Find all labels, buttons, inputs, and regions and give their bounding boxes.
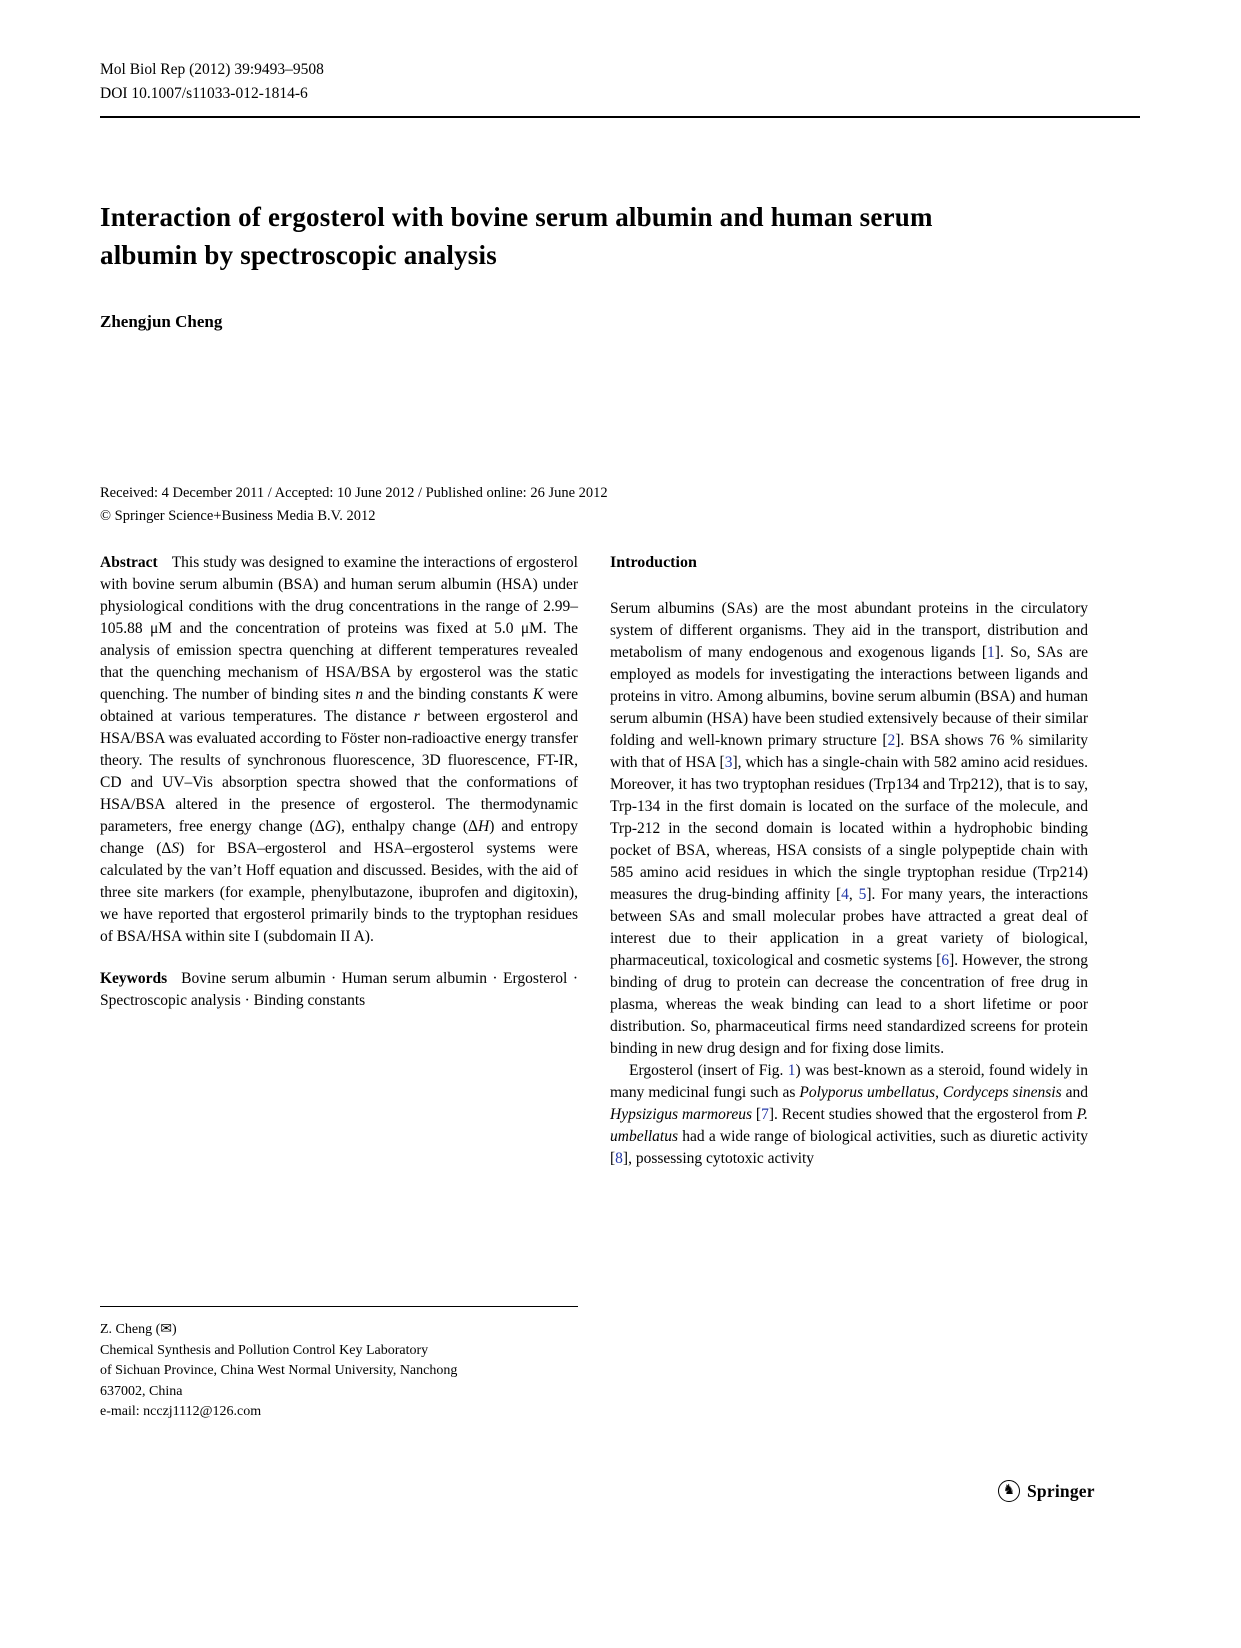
page-title: Interaction of ergosterol with bovine serum albumin and human serum albumin by spectroscopic analysis [100, 202, 933, 270]
text-segment: Cordyceps sinensis [942, 1084, 1062, 1101]
text-segment: , [935, 1084, 943, 1101]
text-segment: and [1061, 1084, 1088, 1101]
introduction-paragraph-2 [610, 1060, 1088, 1170]
citation-link[interactable]: 8 [615, 1150, 623, 1167]
text-segment: n [355, 686, 364, 703]
text-segment: and the binding constants [363, 686, 533, 703]
text-segment: [ [751, 1106, 762, 1123]
text-segment: ]. However, the strong binding of drug to protein can decrease the concentration of free drug in plasma, whereas the weak binding can lead to a short lifetime or poor distribution. So, pharmaceutical firms need standardized screens for protein binding in new drug design and for fixing dose limits. [610, 952, 1088, 1057]
received-accepted-line: Received: 4 December 2011 / Accepted: 10 June 2012 / Published online: 26 June 2012 [100, 485, 608, 501]
page-header [100, 58, 1140, 106]
text-segment: Hypsizigus marmoreus [610, 1106, 752, 1123]
keywords-paragraph [100, 968, 578, 1012]
citation-link[interactable]: 2 [887, 732, 896, 749]
text-segment: ], possessing cytotoxic activity [622, 1150, 815, 1167]
citation-link[interactable]: 1 [987, 644, 995, 661]
text-segment: K [532, 686, 544, 703]
springer-horse-icon: ♞ [998, 1480, 1020, 1502]
citation-link[interactable]: 6 [941, 952, 950, 969]
abstract-paragraph [100, 552, 578, 948]
left-column [100, 552, 578, 1012]
text-segment: had a wide range of biological activities, such as diuretic activity [ [610, 1128, 1088, 1167]
journal-reference: Mol Biol Rep (2012) 39:9493–9508 [100, 61, 324, 78]
text-segment: , [848, 886, 859, 903]
affiliation-line: 637002, China [100, 1383, 183, 1399]
text-segment: G [324, 818, 336, 835]
introduction-paragraph-1 [610, 598, 1088, 1060]
text-segment: ]. So, SAs are employed as models for investigating the interactions between ligands and proteins in vitro. Among albumins, bovine serum albumin (BSA) and human serum albumin (HSA) have been studied extensively because of their similar folding and well-known primary structure [ [610, 644, 1088, 749]
right-column [610, 552, 1088, 1170]
text-segment: ) for BSA–ergosterol and HSA–ergosterol systems were calculated by the van’t Hoff equation and discussed. Besides, with the aid of three site markers (for example, phenylbutazone, ibuprofen and digitoxin), we have reported that ergosterol primarily binds to the tryptophan residues of BSA/HSA within site I (subdomain II A). [100, 840, 578, 945]
text-segment: ) was best-known as a steroid, found widely in many medicinal fungi such as [610, 1062, 1088, 1101]
keywords-label: Keywords [100, 970, 168, 987]
text-segment: S [171, 840, 180, 857]
text-segment: Serum albumins (SAs) are the most abundant proteins in the circulatory system of different organisms. They aid in the transport, distribution and metabolism of many endogenous and exogenous ligands [ [610, 600, 1088, 661]
text-segment: ]. Recent studies showed that the ergosterol from [768, 1106, 1077, 1123]
keywords-text: Bovine serum albumin · Human serum albumin · Ergosterol · Spectroscopic analysis · Binding constants [100, 970, 578, 1009]
copyright-line: © Springer Science+Business Media B.V. 2012 [100, 508, 376, 524]
text-segment: H [478, 818, 490, 835]
header-divider [100, 116, 1140, 118]
text-segment: ]. For many years, the interactions between SAs and small molecular probes have attracted a great deal of interest due to their application in a great variety of biological, pharmaceutical, toxicological and cosmetic systems [ [610, 886, 1089, 969]
text-segment: ], which has a single-chain with 582 amino acid residues. Moreover, it has two tryptophan residues (Trp134 and Trp212), that is to say, Trp-134 in the first domain is located on the surface of the molecule, and Trp-212 in the second domain is located within a hydrophobic binding pocket of BSA, whereas, HSA consists of a single polypeptide chain with 585 amino acid residues in which the single tryptophan residue (Trp214) measures the drug-binding affinity [ [610, 754, 1088, 903]
abstract-text [100, 554, 578, 945]
footnote-divider [100, 1306, 578, 1307]
text-segment: ), enthalpy change (Δ [335, 818, 479, 835]
text-segment: were obtained at various temperatures. The distance [100, 686, 578, 725]
author-name: Zhengjun Cheng [100, 312, 223, 331]
text-segment: This study was designed to examine the interactions of ergosterol with bovine serum albumin (BSA) and human serum albumin (HSA) under physiological conditions with the drug concentrations in the range of 2.99–105.88 μM and the concentration of proteins was fixed at 5.0 μM. The analysis of emission spectra quenching at different temperatures revealed that the quenching mechanism of HSA/BSA by ergosterol was the static quenching. The number of binding sites [100, 554, 578, 703]
text-segment: P. umbellatus [610, 1106, 1088, 1145]
introduction-heading: Introduction [610, 554, 697, 571]
text-segment: r [413, 708, 420, 725]
citation-link[interactable]: 5 [858, 886, 867, 903]
citation-link[interactable]: 4 [841, 886, 849, 903]
abstract-label: Abstract [100, 554, 158, 571]
text-segment: ]. BSA shows 76 % similarity with that of HSA [ [610, 732, 1089, 771]
email-line: e-mail: ncczj1112@126.com [100, 1404, 262, 1419]
citation-link[interactable]: 1 [787, 1062, 796, 1079]
correspondence-footnote [100, 1320, 578, 1423]
text-segment: ) and entropy change (Δ [100, 818, 578, 857]
text-segment: Polyporus umbellatus [799, 1084, 936, 1101]
affiliation-line: of Sichuan Province, China West Normal University, Nanchong [100, 1363, 458, 1378]
text-segment: Ergosterol (insert of Fig. [629, 1062, 788, 1079]
citation-link[interactable]: 7 [761, 1106, 769, 1123]
citation-link[interactable]: 3 [724, 754, 733, 771]
springer-logo [998, 1480, 1095, 1502]
affiliation-line: Chemical Synthesis and Pollution Control Key Laboratory [100, 1342, 429, 1358]
text-segment: between ergosterol and HSA/BSA was evaluated according to Föster non-radioactive energy transfer theory. The results of synchronous fluorescence, 3D fluorescence, FT-IR, CD and UV–Vis absorption spectra showed that the conformations of HSA/BSA altered in the presence of ergosterol. The thermodynamic parameters, free energy change (Δ [100, 708, 578, 835]
publication-dates [100, 482, 1140, 528]
doi: DOI 10.1007/s11033-012-1814-6 [100, 85, 308, 102]
correspondence-author: Z. Cheng (✉) [100, 1322, 177, 1337]
springer-wordmark: Springer [1027, 1480, 1095, 1501]
